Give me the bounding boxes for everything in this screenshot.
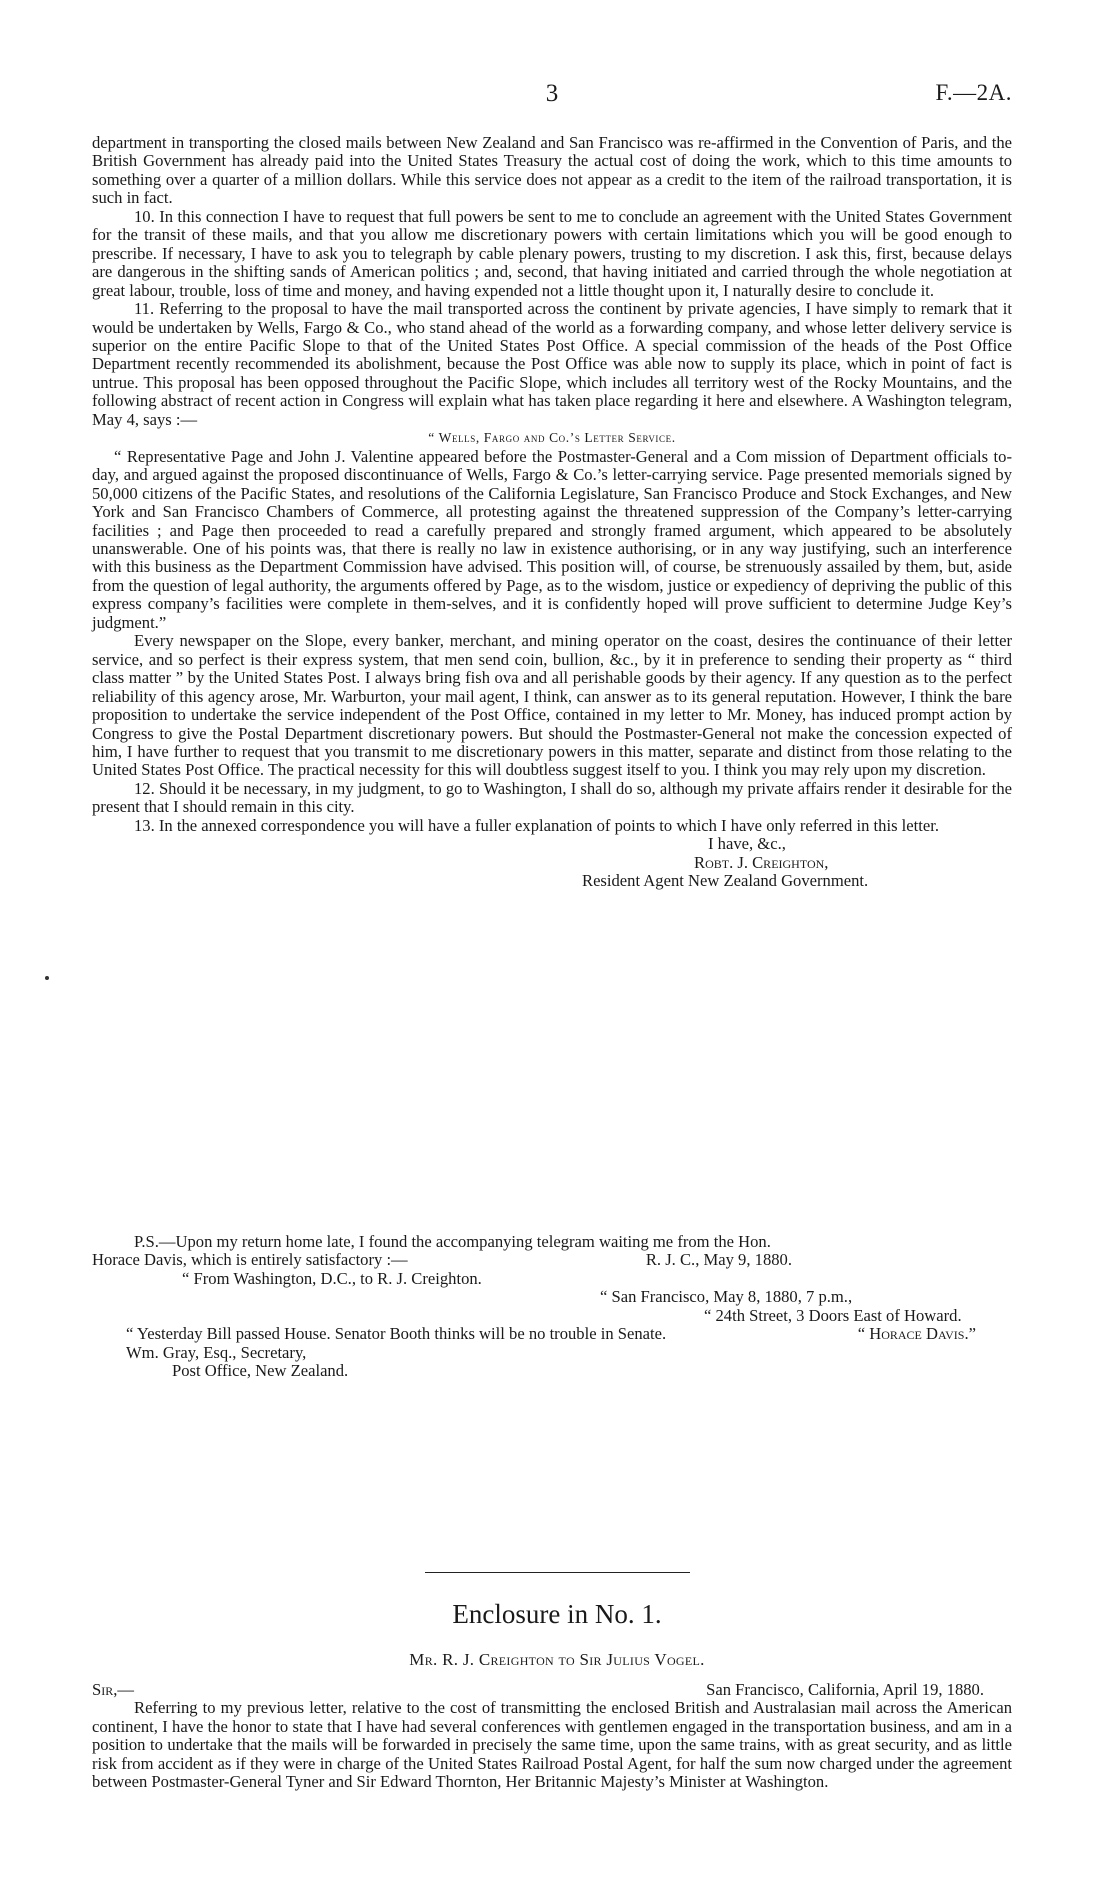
telegram-from: “ From Washington, D.C., to R. J. Creighton. (182, 1268, 482, 1288)
recipient-place: Post Office, New Zealand. (172, 1361, 349, 1381)
paragraph-11: 11. Referring to the proposal to have the mail transported across the continent by private agencies, I have simply to remark that it would be undertaken by Wells, Fargo & Co., who stand ahead of the world as a forwarding company, and whose letter delivery service is superior on the entire Pacific Slope to that of the United States Post Office. A special commission of the heads of the Post Office Department recently recommended its abolishment, because the Post Office was able now to supply its place, which in point of fact is untrue. This proposal has been opposed throughout the Pacific Slope, which includes all territory west of the Rocky Mountains, and the following abstract of recent action in Congress will explain what has taken place regarding it here and elsewhere. A Washington telegram, May 4, says :— (92, 299, 1012, 429)
salutation: Sir,— (92, 1680, 134, 1699)
postscript-line: P.S.—Upon my return home late, I found the accompanying telegram waiting me from the Hon. (134, 1232, 771, 1251)
page-number: 3 (545, 80, 559, 107)
letter-body (92, 134, 1012, 891)
paragraph-13: 13. In the annexed correspondence you will have a fuller explanation of points to which I have only referred in this letter. (134, 815, 939, 835)
signature-name: Robt. J. Creighton, (694, 852, 829, 872)
signature-closing: I have, &c., (708, 834, 786, 854)
signature-block (582, 835, 1012, 890)
enclosure-body: Referring to my previous letter, relative to the cost of transmitting the enclosed British and Australasian mail across the American continent, I have the honor to state that I have had several conferences with gentlemen engaged in the transportation business, and am in a position to undertake that the mails will be forwarded in precisely the same time, upon the same trains, with as great security, and as little risk from accident as if they were in charge of the United States Railroad Postal Agent, for half the sum now charged under the agreement between Postmaster-General Tyner and Sir Edward Thornton, Her Britannic Majesty’s Minister at Washington. (92, 1698, 1012, 1792)
telegram-address: “ 24th Street, 3 Doors East of Howard. (704, 1305, 962, 1325)
enclosure-title: Enclosure in No. 1. (452, 1599, 662, 1629)
signature-title: Resident Agent New Zealand Government. (582, 871, 869, 891)
quoted-article-text: “ Representative Page and John J. Valentine appeared before the Postmaster-General and a Com mission of Department officials to-day, and argued against the proposed discontinuance of Wells, Fargo & Co.’s letter-carrying service. Page presented memorials signed by 50,000 citizens of the Pacific States, and resolutions of the California Legislature, San Francisco Produce and Stock Exchanges, and New York and San Francisco Chambers of Commerce, all protesting against the threatened suppression of the Company’s letter-carrying facilities ; and Page then proceeded to read a carefully prepared and strongly framed argument, which appeared to be absolutely unanswerable. One of his points was, that there is really no law in existence authorising, or in any way justifying, such an interference with this business as the Department Commission have advised. This position will, of course, be strenuously assailed by them, but, aside from the question of legal authority, the arguments offered by Page, as to the wisdom, justice or expediency of depriving the public of this express company’s facilities were complete in them-selves, and it is confidently hoped will prove sufficient to determine Judge Key’s judgment.” (92, 446, 1012, 632)
salutation-row (92, 1681, 1012, 1699)
postscript-line-continued: Horace Davis, which is entirely satisfactory :— (92, 1250, 408, 1270)
page-header (92, 80, 1012, 114)
enclosure-letter (92, 1681, 1012, 1792)
telegram-signature: “ Horace Davis.” (857, 1324, 976, 1344)
telegram-body-row (92, 1325, 1012, 1343)
telegram-place-date: “ San Francisco, May 8, 1880, 7 p.m., (600, 1287, 853, 1307)
postscript-row (92, 1251, 1012, 1269)
postscript-initials-date: R. J. C., May 9, 1880. (645, 1250, 792, 1270)
telegram-body: “ Yesterday Bill passed House. Senator Booth thinks will be no trouble in Senate. (126, 1324, 667, 1344)
enclosure-letter-heading: Mr. R. J. Creighton to Sir Julius Vogel. (409, 1650, 705, 1669)
recipient-name: Wm. Gray, Esq., Secretary, (126, 1342, 307, 1362)
letter-dateline: San Francisco, California, April 19, 1880. (706, 1680, 984, 1699)
quoted-article-heading: “ Wells, Fargo and Co.’s Letter Service. (428, 430, 676, 446)
paragraph-10: 10. In this connection I have to request that full powers be sent to me to conclude an agreement with the United States Government for the transit of these mails, and that you allow me discretionary powers with certain limitations which you will be good enough to prescribe. If necessary, I have to ask you to telegraph by cable plenary powers, trusting to my discretion. I ask this, first, because delays are dangerous in the shifting sands of American politics ; and, second, that having initiated and carried through the whole negotiation at great labour, trouble, loss of time and money, and having expended not a little thought upon it, I naturally desire to conclude it. (92, 206, 1012, 300)
postscript (92, 1233, 1012, 1381)
continuation-paragraph: department in transporting the closed mails between New Zealand and San Francisco was re-affirmed in the Convention of Paris, and the British Government has already paid into the United States Treasury the actual cost of doing the work, which to this time amounts to something over a quarter of a million dollars. While this service does not appear as a credit to the item of the railroad transportation, it is such in fact. (92, 133, 1012, 208)
paragraph-12: 12. Should it be necessary, in my judgment, to go to Washington, I shall do so, although my private affairs render it desirable for the present that I should remain in this city. (92, 778, 1012, 817)
section-divider (425, 1572, 690, 1573)
margin-mark (45, 976, 49, 980)
paragraph-every-newspaper: Every newspaper on the Slope, every banker, merchant, and mining operator on the coast, desires the continuance of their letter service, and so perfect is their express system, that men send coin, bullion, &c., by it in preference to sending their property as “ third class matter ” by the United States Post. I always bring fish ova and all perishable goods by their agency. If any question as to the perfect reliability of this agency arose, Mr. Warburton, your mail agent, I think, can answer as to its general reputation. However, I think the bare proposition to undertake the service independent of the Post Office, contained in my letter to Mr. Money, has induced prompt action by Congress to give the Postal Department discretionary powers. But should the Postmaster-General not make the concession expected of him, I have further to request that you transmit to me discretionary powers in this matter, separate and distinct from those relating to the United States Post Office. The practical necessity for this will doubtless suggest itself to you. I think you may rely upon my discretion. (92, 631, 1012, 780)
document-reference: F.—2A. (935, 80, 1012, 105)
